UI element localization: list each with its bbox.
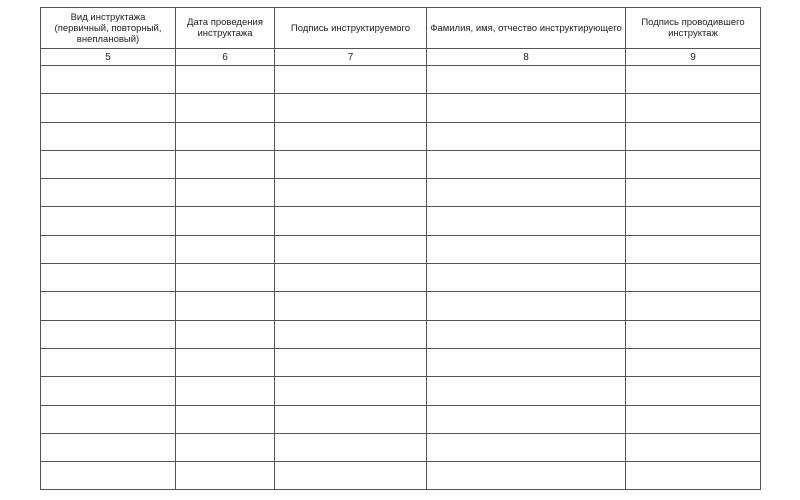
header-line: Дата проведения — [187, 17, 263, 28]
cell-instruction-type[interactable] — [41, 320, 176, 348]
cell-instruction-date[interactable] — [176, 292, 275, 320]
cell-instruction-date[interactable] — [176, 320, 275, 348]
column-number: 9 — [626, 49, 761, 66]
column-number: 8 — [427, 49, 626, 66]
table-row — [41, 462, 761, 490]
cell-instruction-type[interactable] — [41, 377, 176, 405]
column-number: 7 — [275, 49, 427, 66]
header-instruction-type — [41, 8, 176, 49]
cell-instructor-name[interactable] — [427, 207, 626, 235]
table-row — [41, 405, 761, 433]
cell-instructor-name[interactable] — [427, 433, 626, 461]
cell-instruction-type[interactable] — [41, 235, 176, 263]
cell-instructor-signature[interactable] — [626, 150, 761, 178]
cell-instructed-signature[interactable] — [275, 348, 427, 376]
cell-instructed-signature[interactable] — [275, 66, 427, 94]
cell-instructor-name[interactable] — [427, 462, 626, 490]
cell-instructor-name[interactable] — [427, 122, 626, 150]
cell-instruction-type[interactable] — [41, 264, 176, 292]
cell-instruction-date[interactable] — [176, 462, 275, 490]
cell-instruction-date[interactable] — [176, 264, 275, 292]
cell-instructed-signature[interactable] — [275, 405, 427, 433]
table-row — [41, 235, 761, 263]
cell-instruction-date[interactable] — [176, 66, 275, 94]
cell-instructor-name[interactable] — [427, 348, 626, 376]
cell-instructor-name[interactable] — [427, 377, 626, 405]
cell-instruction-date[interactable] — [176, 377, 275, 405]
table-row — [41, 320, 761, 348]
cell-instructor-signature[interactable] — [626, 122, 761, 150]
table-row — [41, 94, 761, 122]
cell-instruction-date[interactable] — [176, 94, 275, 122]
header-instructor-name — [427, 8, 626, 49]
cell-instruction-date[interactable] — [176, 235, 275, 263]
cell-instructed-signature[interactable] — [275, 179, 427, 207]
cell-instructed-signature[interactable] — [275, 122, 427, 150]
header-line: инструктажа — [197, 28, 253, 39]
cell-instructor-name[interactable] — [427, 264, 626, 292]
table-row — [41, 66, 761, 94]
cell-instructor-signature[interactable] — [626, 264, 761, 292]
cell-instruction-type[interactable] — [41, 179, 176, 207]
header-line: Подпись проводившего — [641, 17, 745, 28]
cell-instructed-signature[interactable] — [275, 433, 427, 461]
cell-instructed-signature[interactable] — [275, 150, 427, 178]
table-body — [41, 49, 761, 490]
cell-instruction-date[interactable] — [176, 348, 275, 376]
cell-instructor-name[interactable] — [427, 292, 626, 320]
cell-instructed-signature[interactable] — [275, 292, 427, 320]
cell-instruction-type[interactable] — [41, 122, 176, 150]
cell-instructor-signature[interactable] — [626, 433, 761, 461]
cell-instructor-name[interactable] — [427, 320, 626, 348]
table-row — [41, 264, 761, 292]
cell-instructor-signature[interactable] — [626, 462, 761, 490]
cell-instructed-signature[interactable] — [275, 377, 427, 405]
cell-instructor-name[interactable] — [427, 66, 626, 94]
cell-instruction-type[interactable] — [41, 207, 176, 235]
header-line: внеплановый) — [76, 33, 140, 45]
cell-instruction-date[interactable] — [176, 150, 275, 178]
cell-instructor-signature[interactable] — [626, 179, 761, 207]
table-row — [41, 122, 761, 150]
cell-instructor-signature[interactable] — [626, 405, 761, 433]
table-row — [41, 433, 761, 461]
table-row — [41, 348, 761, 376]
header-instructed-signature — [275, 8, 427, 49]
instruction-journal-table — [40, 7, 761, 490]
cell-instructed-signature[interactable] — [275, 320, 427, 348]
cell-instructed-signature[interactable] — [275, 235, 427, 263]
column-number: 6 — [176, 49, 275, 66]
table-row — [41, 207, 761, 235]
cell-instruction-type[interactable] — [41, 462, 176, 490]
cell-instruction-type[interactable] — [41, 66, 176, 94]
header-line: Подпись инструктируемого — [290, 22, 411, 34]
cell-instruction-type[interactable] — [41, 433, 176, 461]
cell-instructor-name[interactable] — [427, 150, 626, 178]
cell-instruction-type[interactable] — [41, 150, 176, 178]
cell-instruction-type[interactable] — [41, 94, 176, 122]
column-number: 5 — [41, 49, 176, 66]
cell-instructor-signature[interactable] — [626, 348, 761, 376]
header-row — [41, 8, 761, 49]
cell-instructor-signature[interactable] — [626, 66, 761, 94]
cell-instructor-signature[interactable] — [626, 207, 761, 235]
cell-instruction-date[interactable] — [176, 179, 275, 207]
table-row — [41, 150, 761, 178]
cell-instruction-date[interactable] — [176, 405, 275, 433]
cell-instructor-signature[interactable] — [626, 377, 761, 405]
cell-instruction-date[interactable] — [176, 122, 275, 150]
cell-instruction-type[interactable] — [41, 348, 176, 376]
cell-instruction-type[interactable] — [41, 405, 176, 433]
cell-instructor-name[interactable] — [427, 94, 626, 122]
table-row — [41, 377, 761, 405]
cell-instructed-signature[interactable] — [275, 207, 427, 235]
cell-instructor-signature[interactable] — [626, 94, 761, 122]
cell-instructed-signature[interactable] — [275, 462, 427, 490]
cell-instruction-date[interactable] — [176, 433, 275, 461]
cell-instructor-signature[interactable] — [626, 320, 761, 348]
cell-instructor-name[interactable] — [427, 179, 626, 207]
column-number-row — [41, 49, 761, 66]
cell-instructed-signature[interactable] — [275, 94, 427, 122]
cell-instruction-type[interactable] — [41, 292, 176, 320]
cell-instructor-name[interactable] — [427, 405, 626, 433]
table-row — [41, 292, 761, 320]
header-instruction-date — [176, 8, 275, 49]
header-instructor-signature — [626, 8, 761, 49]
cell-instructed-signature[interactable] — [275, 264, 427, 292]
header-line: (первичный, повторный, — [54, 22, 162, 34]
table-row — [41, 179, 761, 207]
cell-instructor-signature[interactable] — [626, 292, 761, 320]
header-line: Вид инструктажа — [70, 11, 146, 23]
cell-instructor-name[interactable] — [427, 235, 626, 263]
header-line: инструктаж — [668, 28, 718, 39]
cell-instruction-date[interactable] — [176, 207, 275, 235]
cell-instructor-signature[interactable] — [626, 235, 761, 263]
header-line: Фамилия, имя, отчество инструктирующего — [430, 22, 622, 34]
